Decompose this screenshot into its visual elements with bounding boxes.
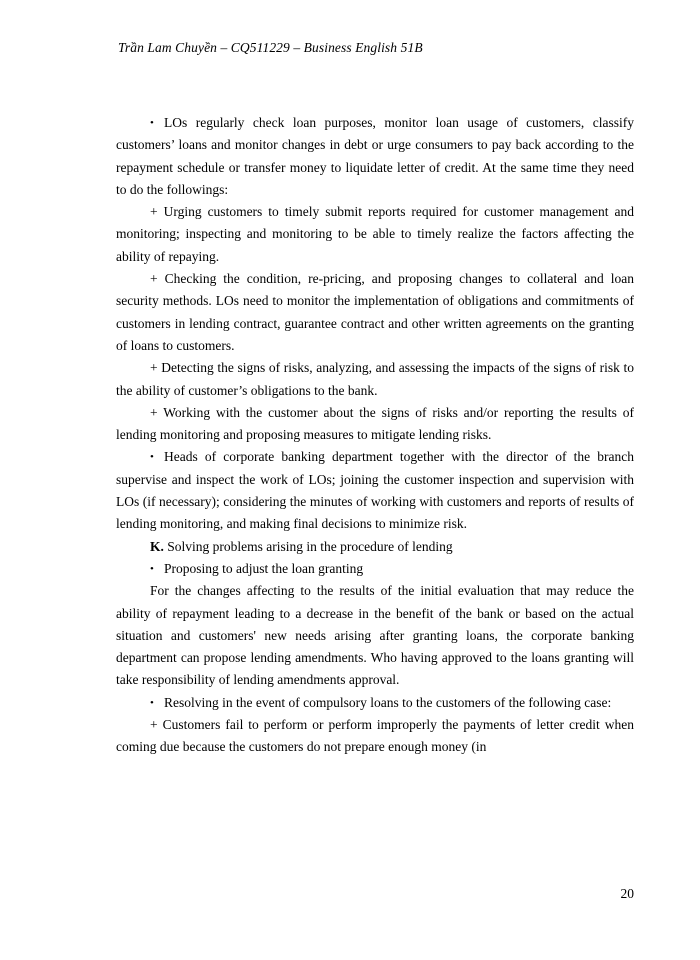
- sub-item-paragraph: + Urging customers to timely submit reports required for customer management and monitoring; inspecting and monitoring to be able to timely realize the factors affecting the ability of repaying.: [116, 204, 634, 264]
- sub-item-paragraph: + Customers fail to perform or perform improperly the payments of letter credit when coming due because the customers do not prepare enough money (in: [116, 717, 634, 755]
- bullet-paragraph: [116, 558, 634, 580]
- paragraph-text: Heads of corporate banking department together with the director of the branch supervise and inspect the work of LOs; joining the customer inspection and supervision with LOs (if necessary); considering the minutes of working with customers and reports of results of lending monitoring, and making final decisions to minimize risk.: [116, 449, 634, 532]
- sub-item-paragraph: + Detecting the signs of risks, analyzing, and assessing the impacts of the signs of risk to the ability of customer’s obligations to the bank.: [116, 360, 634, 398]
- body-text: [116, 112, 634, 759]
- bullet-icon: •: [150, 117, 154, 129]
- paragraph-text: Resolving in the event of compulsory loans to the customers of the following case:: [164, 694, 612, 710]
- bullet-icon: •: [150, 696, 154, 709]
- bullet-paragraph: [116, 112, 634, 201]
- bullet-icon: •: [150, 451, 154, 464]
- sub-item-paragraph: + Checking the condition, re-pricing, and proposing changes to collateral and loan security methods. LOs need to monitor the implementation of obligations and commitments of customers in lending contract, guarantee contract and other written agreements on the granting of loans to customers.: [116, 271, 634, 353]
- running-header: Trần Lam Chuyền – CQ511229 – Business English 51B: [118, 40, 423, 55]
- page-number: 20: [620, 886, 634, 901]
- bullet-paragraph: [116, 446, 634, 535]
- body-paragraph: For the changes affecting to the results of the initial evaluation that may reduce the ability of repayment leading to a decrease in the benefit of the bank or based on the actual situation and customers' new needs arising after granting loans, the corporate banking department can propose lending amendments. Who having approved to the loans granting will take responsibility of lending amendments approval.: [116, 583, 634, 688]
- sub-item-paragraph: + Working with the customer about the signs of risks and/or reporting the results of lending monitoring and proposing measures to mitigate lending risks.: [116, 404, 634, 443]
- bullet-paragraph: [116, 692, 634, 714]
- paragraph-text: Proposing to adjust the loan granting: [164, 560, 364, 576]
- section-label: K.: [150, 538, 164, 554]
- bullet-icon: •: [150, 562, 154, 575]
- section-heading: [116, 536, 634, 558]
- section-title: Solving problems arising in the procedure of lending: [167, 538, 453, 554]
- paragraph-text: LOs regularly check loan purposes, monitor loan usage of customers, classify customers’ loans and monitor changes in debt or urge consumers to pay back according to the repayment schedule or transfer money to liquidate letter of credit. At the same time they need to do the followings:: [116, 115, 634, 197]
